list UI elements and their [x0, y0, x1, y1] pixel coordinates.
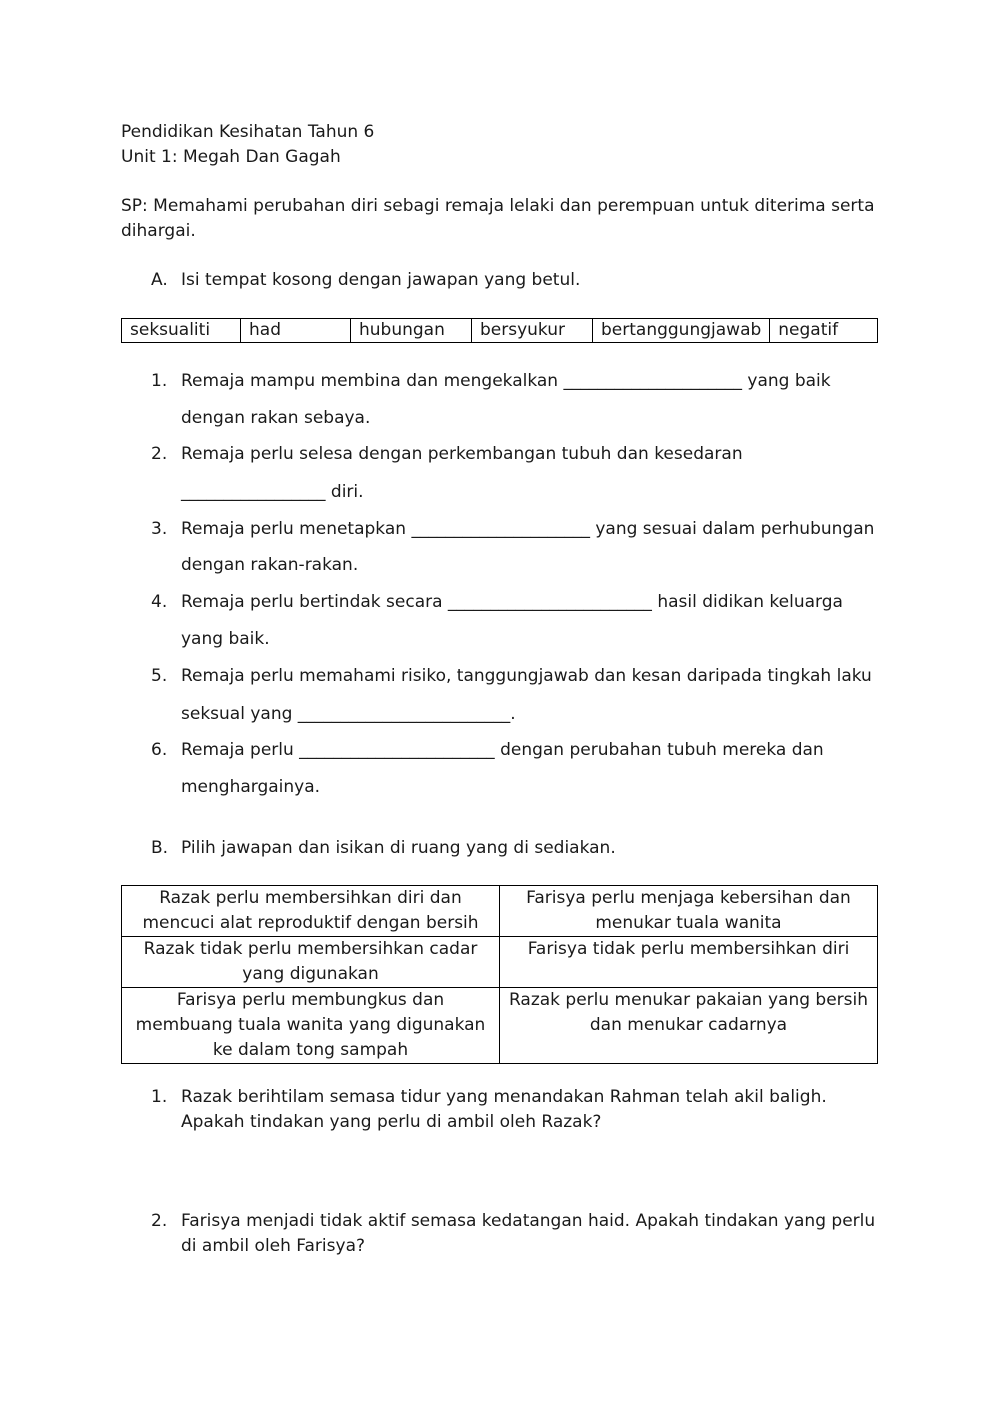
- choice-cell: Farisya perlu membungkus dan membuang tuala wanita yang digunakan ke dalam tong sampah: [122, 988, 500, 1064]
- section-a-instruction: Isi tempat kosong dengan jawapan yang betul.: [181, 270, 581, 290]
- word-bank-item: bersyukur: [472, 319, 593, 343]
- question-line: seksual yang _________________________.: [181, 704, 516, 724]
- question-number: 5.: [151, 666, 168, 686]
- word-bank-row: [122, 319, 878, 343]
- section-b-letter: B.: [151, 838, 169, 858]
- question-line: Remaja perlu memahami risiko, tanggungjawab dan kesan daripada tingkah laku: [181, 666, 872, 686]
- word-bank-item: had: [241, 319, 351, 343]
- question-line: dengan rakan sebaya.: [181, 408, 371, 428]
- question-line: Remaja mampu membina dan mengekalkan _____________________ yang baik: [181, 371, 831, 391]
- word-bank-item: negatif: [770, 319, 878, 343]
- choice-cell: Razak tidak perlu membersihkan cadar yang digunakan: [122, 937, 500, 988]
- question-number: 1.: [151, 1087, 168, 1107]
- question-line: Remaja perlu _______________________ dengan perubahan tubuh mereka dan: [181, 740, 824, 760]
- choice-cell: Farisya perlu menjaga kebersihan dan menukar tuala wanita: [500, 886, 878, 937]
- question-line: Remaja perlu bertindak secara ________________________ hasil didikan keluarga: [181, 592, 843, 612]
- learning-standard: SP: Memahami perubahan diri sebagi remaja lelaki dan perempuan untuk diterima serta dihargai.: [121, 196, 875, 241]
- question-number: 6.: [151, 740, 168, 760]
- choices-row: [122, 886, 878, 937]
- word-bank-table: [121, 318, 878, 343]
- question-number: 2.: [151, 1211, 168, 1231]
- question-line: yang baik.: [181, 629, 270, 649]
- question-number: 4.: [151, 592, 168, 612]
- choices-row: [122, 937, 878, 988]
- question-number: 3.: [151, 519, 168, 539]
- section-b-instruction: Pilih jawapan dan isikan di ruang yang di sediakan.: [181, 838, 616, 858]
- word-bank-item: bertanggungjawab: [593, 319, 770, 343]
- choice-cell: Razak perlu membersihkan diri dan mencuci alat reproduktif dengan bersih: [122, 886, 500, 937]
- question-line: dengan rakan-rakan.: [181, 555, 359, 575]
- question-line: _________________ diri.: [181, 482, 364, 502]
- question-line: Remaja perlu selesa dengan perkembangan tubuh dan kesedaran: [181, 444, 743, 464]
- choice-cell: Razak perlu menukar pakaian yang bersih dan menukar cadarnya: [500, 988, 878, 1064]
- choices-row: [122, 988, 878, 1064]
- unit-title: Unit 1: Megah Dan Gagah: [121, 147, 341, 167]
- question-line: Remaja perlu menetapkan _____________________ yang sesuai dalam perhubungan: [181, 519, 875, 539]
- question-number: 1.: [151, 371, 168, 391]
- question-text: Farisya menjadi tidak aktif semasa kedatangan haid. Apakah tindakan yang perlu di ambil oleh Farisya?: [181, 1211, 876, 1256]
- question-text: Razak berihtilam semasa tidur yang menandakan Rahman telah akil baligh. Apakah tindakan yang perlu di ambil oleh Razak?: [181, 1087, 827, 1132]
- question-line: menghargainya.: [181, 777, 321, 797]
- subject-title: Pendidikan Kesihatan Tahun 6: [121, 122, 375, 142]
- choice-cell: Farisya tidak perlu membersihkan diri: [500, 937, 878, 988]
- question-number: 2.: [151, 444, 168, 464]
- word-bank-item: seksualiti: [122, 319, 241, 343]
- word-bank-item: hubungan: [351, 319, 472, 343]
- choices-table: [121, 885, 878, 1064]
- section-a-letter: A.: [151, 270, 168, 290]
